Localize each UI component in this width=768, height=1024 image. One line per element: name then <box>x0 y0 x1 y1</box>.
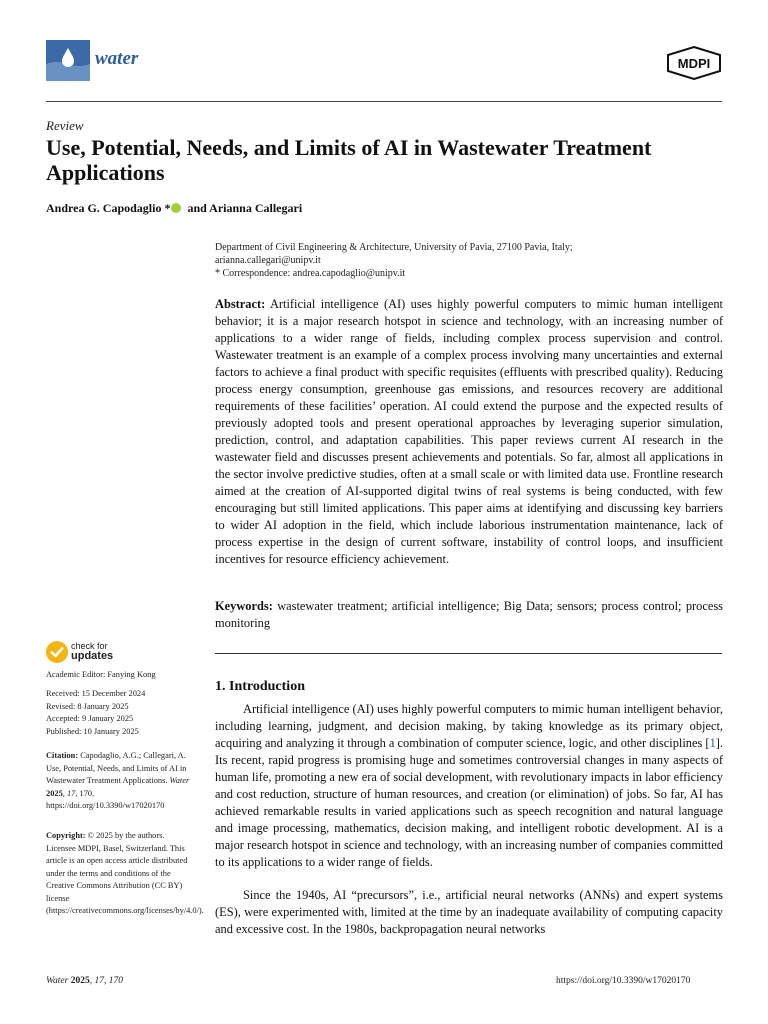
citation-block <box>46 750 196 813</box>
accepted-date: Accepted: 9 January 2025 <box>46 714 134 723</box>
orcid-icon[interactable] <box>171 203 181 213</box>
published-date: Published: 10 January 2025 <box>46 726 139 736</box>
author-2[interactable]: and Arianna Callegari <box>184 201 303 215</box>
check-updates-line1: check for <box>71 641 108 651</box>
publication-dates <box>46 688 196 738</box>
affiliation-email[interactable]: arianna.callegari@unipv.it <box>215 255 321 266</box>
citation-year: 2025 <box>46 788 63 798</box>
author-1[interactable]: Andrea G. Capodaglio * <box>46 201 171 215</box>
intro-text: ]. Its recent, rapid progress is promising huge and sometimes controversial changes in many aspects of human life, promoting a new era of social development, with revolutionary impacts in labor efficiency and cost reduction, structure of human resources, and creation (or elimination) of jobs. So far, AI has achieved remarkable results in varied applications such as speech recognition and natural language and image processing, mathematics, decision making, and intelligent robotic development. AI is a major research hotspot in science and technology, with an increasing number of companies committed to its applications to a wider range of fields. <box>215 736 723 869</box>
copyright-label: Copyright: <box>46 831 86 840</box>
footer-doi[interactable]: https://doi.org/10.3390/w17020170 <box>556 976 691 986</box>
abstract-label: Abstract: <box>215 297 266 311</box>
citation-text: Capodaglio, A.G.; Callegari, A. Use, Potential, Needs, and Limits of AI in Wastewater Treatment Applications. <box>46 751 187 785</box>
correspondence: * Correspondence: andrea.capodaglio@unipv.it <box>215 268 406 279</box>
intro-paragraph <box>215 701 723 871</box>
footer-year: 2025 <box>68 976 90 986</box>
section-divider <box>215 653 722 654</box>
article-title: Use, Potential, Needs, and Limits of AI in Wastewater Treatment Applications <box>46 135 652 185</box>
mdpi-logo-text: MDPI <box>677 56 711 71</box>
footer-volume: , 17, 170 <box>89 976 123 986</box>
citation-volume: , 17 <box>62 788 76 798</box>
mdpi-logo[interactable] <box>666 46 722 80</box>
citation-journal: Water <box>169 776 190 785</box>
received-date: Received: 15 December 2024 <box>46 689 146 698</box>
keywords <box>215 598 723 632</box>
article-type: Review <box>46 118 84 133</box>
check-for-updates-badge[interactable] <box>46 641 136 667</box>
citation-doi[interactable]: , 170. https://doi.org/10.3390/w17020170 <box>46 788 165 810</box>
keywords-text: wastewater treatment; artificial intelligence; Big Data; sensors; process control; process monitoring <box>215 599 723 630</box>
author-list <box>46 201 302 216</box>
affiliation-block <box>215 241 725 280</box>
water-drop-icon <box>46 40 90 81</box>
header-divider <box>46 101 722 102</box>
section-heading: 1. Introduction <box>215 679 305 694</box>
academic-editor: Academic Editor: Fanying Kong <box>46 670 156 679</box>
abstract <box>215 296 723 568</box>
footer-journal: Water <box>46 976 69 986</box>
abstract-text: Artificial intelligence (AI) uses highly powerful computers to mimic human intelligent behavior; it is a major research hotspot in science and technology, with an increasing number of applications to a wider range of fields, including complex process supervision and control. Wastewater treatment is an example of a complex process involving many uncertainties and external factors to achieve a final product with specific requisites (effluents with prescribed quality). Reducing process energy consumption, greenhouse gas emissions, and resources recovery are additional requirements of these facilities’ operation. AI could extend the purpose and the expected results of previously adopted tools and present operational approaches by leveraging superior simulation, prediction, control, and adaptation capabilities. This paper reviews current AI research in the wastewater field and discusses present achievements and potentials. So far, almost all applications in the sector involve predictive studies, often at a small scale or with limited data use. Frontline research aimed at the creation of AI-supported digital twins of real systems is being conducted, with few encouraging but still limited applications. This paper aims at identifying and discussing key barriers to wider AI adoption in the field, which include laborious instrumentation maintenance, lack of process expertise in the design of current software, instability of control loops, and insufficient incentives for resource efficiency achievement. <box>215 297 724 566</box>
intro-paragraph: Since the 1940s, AI “precursors”, i.e., artificial neural networks (ANNs) and expert systems (ES), were experimented with, limited at the time by an inadequate availability of computing capacity and excessive cost. In the 1980s, backpropagation neural networks <box>215 888 723 936</box>
copyright-block <box>46 830 204 918</box>
journal-logo <box>46 40 90 81</box>
revised-date: Revised: 8 January 2025 <box>46 701 129 711</box>
affiliation-line: Department of Civil Engineering & Architecture, University of Pavia, 27100 Pavia, Italy; <box>215 242 573 253</box>
citation-label: Citation: <box>46 751 79 760</box>
journal-name[interactable]: water <box>95 48 139 69</box>
intro-text: Artificial intelligence (AI) uses highly powerful computers to mimic human intelligent behavior, including learning, judgment, and decision making, by taking knowledge as its primary object, acquiring and analyzing it through a combination of computer science, logic, and other disciplines [ <box>215 702 723 750</box>
citation-link[interactable]: 1 <box>709 736 716 750</box>
check-updates-line2: updates <box>71 650 114 662</box>
check-updates-text <box>71 641 113 661</box>
footer-citation <box>46 976 123 986</box>
check-updates-icon <box>46 641 68 663</box>
copyright-text: © 2025 by the authors. Licensee MDPI, Basel, Switzerland. This article is an open access article distributed under the terms and conditions of the Creative Commons Attribution (CC BY) license (https://creativecommons.org/licenses/by/4.0/). <box>46 831 204 915</box>
keywords-label: Keywords: <box>215 599 273 613</box>
